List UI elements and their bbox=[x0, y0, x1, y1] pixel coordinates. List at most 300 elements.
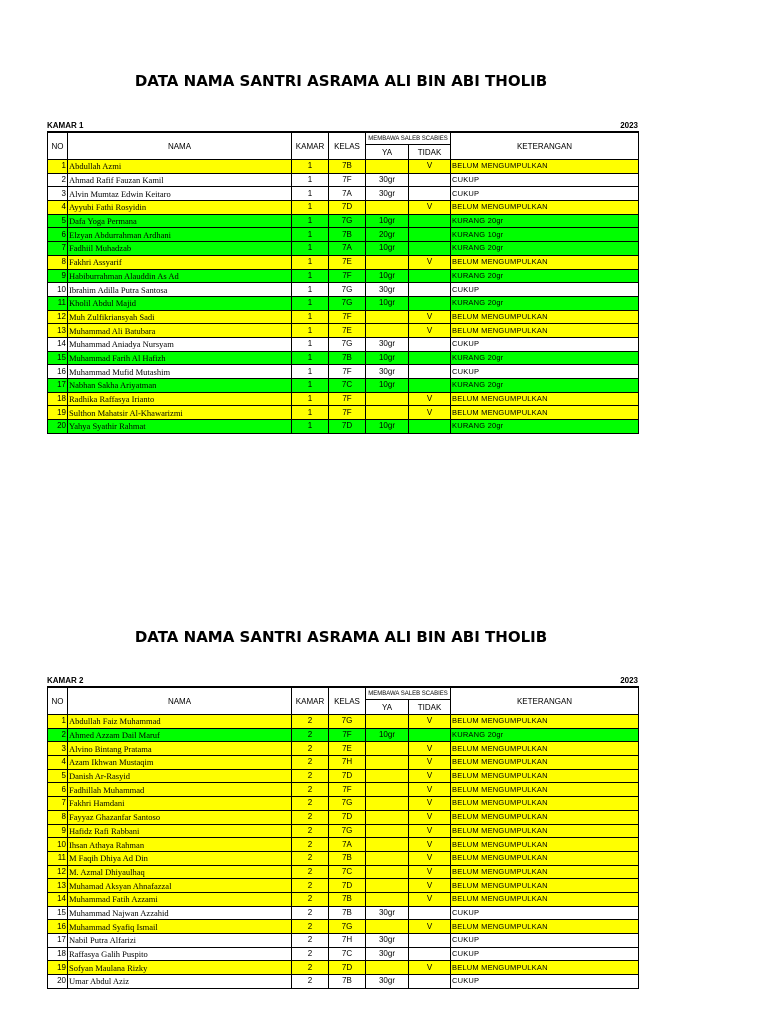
cell-keterangan: CUKUP bbox=[451, 365, 639, 379]
cell-kelas: 7D bbox=[329, 961, 366, 975]
cell-nama: Muhammad Ali Batubara bbox=[68, 324, 292, 338]
cell-kelas: 7G bbox=[329, 337, 366, 351]
cell-kelas: 7E bbox=[329, 742, 366, 756]
cell-kamar: 1 bbox=[292, 160, 329, 174]
cell-keterangan: CUKUP bbox=[451, 173, 639, 187]
header-keterangan: KETERANGAN bbox=[451, 132, 639, 160]
table-row bbox=[48, 379, 639, 393]
cell-kamar: 2 bbox=[292, 838, 329, 852]
cell-kamar: 2 bbox=[292, 715, 329, 729]
cell-tidak bbox=[409, 228, 451, 242]
cell-tidak: V bbox=[409, 756, 451, 770]
cell-kelas: 7B bbox=[329, 851, 366, 865]
table-row bbox=[48, 728, 639, 742]
cell-kelas: 7G bbox=[329, 920, 366, 934]
header-keterangan: KETERANGAN bbox=[451, 687, 639, 715]
cell-no: 2 bbox=[48, 728, 68, 742]
cell-no: 5 bbox=[48, 214, 68, 228]
cell-tidak: V bbox=[409, 406, 451, 420]
cell-no: 20 bbox=[48, 420, 68, 434]
cell-nama: Alvino Bintang Pratama bbox=[68, 742, 292, 756]
cell-kelas: 7A bbox=[329, 838, 366, 852]
table-row bbox=[48, 961, 639, 975]
cell-tidak: V bbox=[409, 742, 451, 756]
cell-ya bbox=[366, 742, 409, 756]
table-row bbox=[48, 810, 639, 824]
cell-keterangan: BELUM MENGUMPULKAN bbox=[451, 160, 639, 174]
cell-nama: Nabhan Sakha Ariyatman bbox=[68, 379, 292, 393]
cell-kamar: 1 bbox=[292, 269, 329, 283]
cell-ya: 10gr bbox=[366, 296, 409, 310]
cell-keterangan: BELUM MENGUMPULKAN bbox=[451, 783, 639, 797]
cell-tidak bbox=[409, 728, 451, 742]
cell-kelas: 7F bbox=[329, 269, 366, 283]
cell-tidak bbox=[409, 351, 451, 365]
cell-keterangan: BELUM MENGUMPULKAN bbox=[451, 865, 639, 879]
cell-ya: 10gr bbox=[366, 379, 409, 393]
cell-tidak bbox=[409, 337, 451, 351]
cell-nama: Muhammad Farih Al Hafizh bbox=[68, 351, 292, 365]
cell-keterangan: KURANG 10gr bbox=[451, 228, 639, 242]
cell-kamar: 1 bbox=[292, 324, 329, 338]
cell-tidak bbox=[409, 975, 451, 989]
cell-nama: Ayyubi Fathi Rosyidin bbox=[68, 201, 292, 215]
cell-kamar: 2 bbox=[292, 934, 329, 948]
cell-tidak bbox=[409, 296, 451, 310]
cell-nama: Sofyan Maulana Rizky bbox=[68, 961, 292, 975]
cell-kamar: 1 bbox=[292, 187, 329, 201]
cell-tidak bbox=[409, 214, 451, 228]
cell-no: 3 bbox=[48, 187, 68, 201]
cell-keterangan: KURANG 20gr bbox=[451, 728, 639, 742]
cell-nama: Muhammad Najwan Azzahid bbox=[68, 906, 292, 920]
cell-no: 5 bbox=[48, 769, 68, 783]
cell-no: 4 bbox=[48, 201, 68, 215]
cell-tidak: V bbox=[409, 892, 451, 906]
cell-keterangan: CUKUP bbox=[451, 283, 639, 297]
cell-ya bbox=[366, 824, 409, 838]
cell-kamar: 2 bbox=[292, 947, 329, 961]
cell-ya bbox=[366, 851, 409, 865]
cell-nama: Fadhiil Muhadzab bbox=[68, 242, 292, 256]
header-kelas: KELAS bbox=[329, 687, 366, 715]
cell-nama: Muhammad Syafiq Ismail bbox=[68, 920, 292, 934]
table-row bbox=[48, 242, 639, 256]
header-kamar: KAMAR bbox=[292, 132, 329, 160]
cell-kelas: 7B bbox=[329, 906, 366, 920]
cell-nama: Muhamad Aksyan Ahnafazzal bbox=[68, 879, 292, 893]
cell-ya bbox=[366, 201, 409, 215]
section-2 bbox=[47, 675, 638, 989]
table-row bbox=[48, 906, 639, 920]
table-row bbox=[48, 337, 639, 351]
cell-kamar: 1 bbox=[292, 365, 329, 379]
cell-no: 8 bbox=[48, 255, 68, 269]
cell-ya bbox=[366, 961, 409, 975]
cell-nama: Umar Abdul Aziz bbox=[68, 975, 292, 989]
cell-nama: Muhammad Aniadya Nursyam bbox=[68, 337, 292, 351]
cell-keterangan: BELUM MENGUMPULKAN bbox=[451, 769, 639, 783]
cell-keterangan: BELUM MENGUMPULKAN bbox=[451, 310, 639, 324]
cell-kamar: 1 bbox=[292, 296, 329, 310]
cell-tidak: V bbox=[409, 783, 451, 797]
header-ya: YA bbox=[366, 145, 409, 160]
cell-kelas: 7D bbox=[329, 420, 366, 434]
header-nama: NAMA bbox=[68, 132, 292, 160]
cell-kelas: 7D bbox=[329, 201, 366, 215]
table-row bbox=[48, 715, 639, 729]
table-row bbox=[48, 296, 639, 310]
table-row bbox=[48, 838, 639, 852]
cell-kelas: 7C bbox=[329, 379, 366, 393]
cell-tidak bbox=[409, 947, 451, 961]
cell-nama: Yahya Syathir Rahmat bbox=[68, 420, 292, 434]
table-row bbox=[48, 310, 639, 324]
cell-keterangan: CUKUP bbox=[451, 975, 639, 989]
cell-no: 19 bbox=[48, 961, 68, 975]
cell-tidak: V bbox=[409, 824, 451, 838]
cell-ya: 30gr bbox=[366, 283, 409, 297]
cell-keterangan: BELUM MENGUMPULKAN bbox=[451, 797, 639, 811]
table-row bbox=[48, 879, 639, 893]
cell-keterangan: CUKUP bbox=[451, 337, 639, 351]
cell-nama: Fakhri Hamdani bbox=[68, 797, 292, 811]
cell-tidak bbox=[409, 269, 451, 283]
table-row bbox=[48, 201, 639, 215]
cell-nama: Hafidz Rafi Rabbani bbox=[68, 824, 292, 838]
table-row bbox=[48, 420, 639, 434]
cell-no: 11 bbox=[48, 851, 68, 865]
cell-nama: Elzyan Abdurrahman Ardhani bbox=[68, 228, 292, 242]
cell-kamar: 2 bbox=[292, 756, 329, 770]
cell-no: 12 bbox=[48, 310, 68, 324]
table-row bbox=[48, 851, 639, 865]
table-row bbox=[48, 187, 639, 201]
cell-nama: Fadhillah Muhammad bbox=[68, 783, 292, 797]
cell-no: 2 bbox=[48, 173, 68, 187]
table-row bbox=[48, 392, 639, 406]
cell-keterangan: BELUM MENGUMPULKAN bbox=[451, 824, 639, 838]
cell-tidak bbox=[409, 420, 451, 434]
cell-keterangan: BELUM MENGUMPULKAN bbox=[451, 324, 639, 338]
cell-kamar: 2 bbox=[292, 810, 329, 824]
year-label: 2023 bbox=[620, 121, 638, 130]
table-row bbox=[48, 742, 639, 756]
cell-no: 15 bbox=[48, 906, 68, 920]
cell-ya: 30gr bbox=[366, 947, 409, 961]
table-row bbox=[48, 783, 639, 797]
cell-ya: 10gr bbox=[366, 351, 409, 365]
cell-kelas: 7D bbox=[329, 879, 366, 893]
cell-ya bbox=[366, 324, 409, 338]
cell-tidak: V bbox=[409, 255, 451, 269]
header-kelas: KELAS bbox=[329, 132, 366, 160]
cell-tidak bbox=[409, 906, 451, 920]
santri-table bbox=[47, 686, 639, 989]
header-no: NO bbox=[48, 687, 68, 715]
kamar-label: KAMAR 1 bbox=[47, 121, 84, 130]
cell-tidak: V bbox=[409, 201, 451, 215]
header-no: NO bbox=[48, 132, 68, 160]
table-row bbox=[48, 934, 639, 948]
cell-keterangan: BELUM MENGUMPULKAN bbox=[451, 756, 639, 770]
cell-ya bbox=[366, 310, 409, 324]
cell-kelas: 7F bbox=[329, 365, 366, 379]
cell-ya bbox=[366, 406, 409, 420]
table-row bbox=[48, 173, 639, 187]
table-row bbox=[48, 756, 639, 770]
cell-no: 10 bbox=[48, 838, 68, 852]
cell-ya: 30gr bbox=[366, 934, 409, 948]
cell-no: 20 bbox=[48, 975, 68, 989]
cell-keterangan: BELUM MENGUMPULKAN bbox=[451, 201, 639, 215]
cell-tidak: V bbox=[409, 797, 451, 811]
cell-no: 16 bbox=[48, 365, 68, 379]
cell-keterangan: BELUM MENGUMPULKAN bbox=[451, 255, 639, 269]
cell-no: 13 bbox=[48, 879, 68, 893]
cell-kamar: 2 bbox=[292, 797, 329, 811]
cell-keterangan: BELUM MENGUMPULKAN bbox=[451, 920, 639, 934]
cell-no: 8 bbox=[48, 810, 68, 824]
cell-kelas: 7E bbox=[329, 324, 366, 338]
cell-kamar: 2 bbox=[292, 824, 329, 838]
cell-ya: 10gr bbox=[366, 214, 409, 228]
cell-nama: M. Azmal Dhiyaulhaq bbox=[68, 865, 292, 879]
section-2-meta bbox=[47, 675, 638, 686]
header-tidak: TIDAK bbox=[409, 145, 451, 160]
cell-tidak bbox=[409, 187, 451, 201]
cell-tidak: V bbox=[409, 961, 451, 975]
cell-keterangan: BELUM MENGUMPULKAN bbox=[451, 879, 639, 893]
cell-no: 10 bbox=[48, 283, 68, 297]
cell-keterangan: BELUM MENGUMPULKAN bbox=[451, 838, 639, 852]
cell-kamar: 2 bbox=[292, 851, 329, 865]
table-row bbox=[48, 797, 639, 811]
cell-keterangan: KURANG 20gr bbox=[451, 420, 639, 434]
cell-ya bbox=[366, 865, 409, 879]
cell-kelas: 7D bbox=[329, 769, 366, 783]
cell-nama: M Faqih Dhiya Ad Din bbox=[68, 851, 292, 865]
table-row bbox=[48, 255, 639, 269]
table-row bbox=[48, 160, 639, 174]
cell-keterangan: BELUM MENGUMPULKAN bbox=[451, 810, 639, 824]
cell-ya bbox=[366, 769, 409, 783]
cell-ya: 30gr bbox=[366, 975, 409, 989]
cell-kelas: 7G bbox=[329, 797, 366, 811]
cell-no: 9 bbox=[48, 824, 68, 838]
cell-no: 17 bbox=[48, 379, 68, 393]
cell-ya bbox=[366, 879, 409, 893]
cell-tidak: V bbox=[409, 851, 451, 865]
cell-no: 6 bbox=[48, 228, 68, 242]
year-label: 2023 bbox=[620, 676, 638, 685]
cell-tidak: V bbox=[409, 879, 451, 893]
table-row bbox=[48, 283, 639, 297]
cell-no: 12 bbox=[48, 865, 68, 879]
cell-tidak: V bbox=[409, 715, 451, 729]
cell-keterangan: BELUM MENGUMPULKAN bbox=[451, 892, 639, 906]
cell-kelas: 7G bbox=[329, 824, 366, 838]
cell-no: 7 bbox=[48, 242, 68, 256]
cell-kamar: 2 bbox=[292, 892, 329, 906]
cell-nama: Fayyaz Ghazanfar Santoso bbox=[68, 810, 292, 824]
cell-tidak: V bbox=[409, 920, 451, 934]
cell-nama: Sulthon Mahatsir Al-Khawarizmi bbox=[68, 406, 292, 420]
cell-tidak: V bbox=[409, 392, 451, 406]
cell-nama: Raffasya Galih Puspito bbox=[68, 947, 292, 961]
cell-no: 18 bbox=[48, 392, 68, 406]
cell-tidak: V bbox=[409, 838, 451, 852]
cell-ya bbox=[366, 797, 409, 811]
cell-keterangan: KURANG 20gr bbox=[451, 242, 639, 256]
table-row bbox=[48, 324, 639, 338]
cell-tidak: V bbox=[409, 865, 451, 879]
cell-keterangan: CUKUP bbox=[451, 934, 639, 948]
cell-nama: Ibrahim Adilla Putra Santosa bbox=[68, 283, 292, 297]
cell-ya: 30gr bbox=[366, 173, 409, 187]
cell-no: 17 bbox=[48, 934, 68, 948]
cell-nama: Radhika Raffasya Irianto bbox=[68, 392, 292, 406]
cell-keterangan: BELUM MENGUMPULKAN bbox=[451, 715, 639, 729]
cell-nama: Habiburrahman Alauddin As Ad bbox=[68, 269, 292, 283]
cell-kamar: 1 bbox=[292, 214, 329, 228]
cell-kelas: 7B bbox=[329, 228, 366, 242]
cell-nama: Muhammad Fatih Azzami bbox=[68, 892, 292, 906]
cell-kelas: 7F bbox=[329, 310, 366, 324]
table-row bbox=[48, 892, 639, 906]
cell-nama: Abdullah Azmi bbox=[68, 160, 292, 174]
cell-ya bbox=[366, 810, 409, 824]
cell-kelas: 7G bbox=[329, 296, 366, 310]
cell-kamar: 1 bbox=[292, 201, 329, 215]
table-body bbox=[48, 715, 639, 989]
cell-kamar: 2 bbox=[292, 742, 329, 756]
cell-kamar: 1 bbox=[292, 310, 329, 324]
cell-ya bbox=[366, 255, 409, 269]
cell-no: 14 bbox=[48, 892, 68, 906]
cell-kelas: 7A bbox=[329, 187, 366, 201]
section-2-title: DATA NAMA SANTRI ASRAMA ALI BIN ABI THOLIB bbox=[134, 628, 548, 646]
cell-no: 1 bbox=[48, 160, 68, 174]
cell-kamar: 2 bbox=[292, 783, 329, 797]
cell-no: 15 bbox=[48, 351, 68, 365]
cell-ya: 30gr bbox=[366, 337, 409, 351]
header-kamar: KAMAR bbox=[292, 687, 329, 715]
cell-nama: Ahmed Azzam Dail Maruf bbox=[68, 728, 292, 742]
header-tidak: TIDAK bbox=[409, 700, 451, 715]
cell-nama: Abdullah Faiz Muhammad bbox=[68, 715, 292, 729]
cell-kamar: 1 bbox=[292, 379, 329, 393]
cell-ya: 30gr bbox=[366, 365, 409, 379]
cell-ya: 10gr bbox=[366, 242, 409, 256]
cell-kelas: 7F bbox=[329, 173, 366, 187]
table-row bbox=[48, 769, 639, 783]
cell-kelas: 7H bbox=[329, 756, 366, 770]
header-membawa: MEMBAWA SALEB SCABIES bbox=[366, 132, 451, 145]
kamar-label: KAMAR 2 bbox=[47, 676, 84, 685]
table-row bbox=[48, 351, 639, 365]
cell-nama: Nabil Putra Alfarizi bbox=[68, 934, 292, 948]
cell-kelas: 7D bbox=[329, 810, 366, 824]
cell-keterangan: BELUM MENGUMPULKAN bbox=[451, 961, 639, 975]
cell-ya bbox=[366, 838, 409, 852]
cell-tidak: V bbox=[409, 324, 451, 338]
cell-kelas: 7C bbox=[329, 947, 366, 961]
cell-kamar: 1 bbox=[292, 392, 329, 406]
cell-keterangan: BELUM MENGUMPULKAN bbox=[451, 742, 639, 756]
cell-kelas: 7B bbox=[329, 160, 366, 174]
cell-tidak bbox=[409, 379, 451, 393]
header-nama: NAMA bbox=[68, 687, 292, 715]
cell-kelas: 7C bbox=[329, 865, 366, 879]
cell-ya bbox=[366, 920, 409, 934]
table-row bbox=[48, 365, 639, 379]
cell-kamar: 1 bbox=[292, 228, 329, 242]
cell-ya bbox=[366, 392, 409, 406]
table-row bbox=[48, 824, 639, 838]
cell-nama: Ahmad Rafif Fauzan Kamil bbox=[68, 173, 292, 187]
cell-kelas: 7F bbox=[329, 783, 366, 797]
cell-tidak: V bbox=[409, 310, 451, 324]
cell-ya: 20gr bbox=[366, 228, 409, 242]
table-row bbox=[48, 228, 639, 242]
cell-nama: Danish Ar-Rasyid bbox=[68, 769, 292, 783]
cell-keterangan: KURANG 20gr bbox=[451, 269, 639, 283]
cell-kamar: 1 bbox=[292, 337, 329, 351]
cell-kelas: 7A bbox=[329, 242, 366, 256]
table-row bbox=[48, 947, 639, 961]
cell-kelas: 7B bbox=[329, 351, 366, 365]
cell-tidak bbox=[409, 934, 451, 948]
cell-kamar: 1 bbox=[292, 420, 329, 434]
cell-tidak bbox=[409, 283, 451, 297]
cell-no: 16 bbox=[48, 920, 68, 934]
section-1-meta bbox=[47, 120, 638, 131]
cell-keterangan: CUKUP bbox=[451, 187, 639, 201]
cell-keterangan: BELUM MENGUMPULKAN bbox=[451, 392, 639, 406]
cell-keterangan: KURANG 20gr bbox=[451, 214, 639, 228]
cell-kamar: 1 bbox=[292, 242, 329, 256]
cell-kamar: 1 bbox=[292, 351, 329, 365]
cell-kelas: 7F bbox=[329, 728, 366, 742]
cell-keterangan: CUKUP bbox=[451, 906, 639, 920]
cell-keterangan: CUKUP bbox=[451, 947, 639, 961]
table-row bbox=[48, 269, 639, 283]
table-row bbox=[48, 214, 639, 228]
cell-ya: 10gr bbox=[366, 269, 409, 283]
cell-kelas: 7G bbox=[329, 214, 366, 228]
cell-kamar: 1 bbox=[292, 406, 329, 420]
table-row bbox=[48, 920, 639, 934]
cell-keterangan: KURANG 20gr bbox=[451, 379, 639, 393]
santri-table bbox=[47, 131, 639, 434]
cell-no: 1 bbox=[48, 715, 68, 729]
cell-nama: Muh Zulfikriansyah Sadi bbox=[68, 310, 292, 324]
header-membawa: MEMBAWA SALEB SCABIES bbox=[366, 687, 451, 700]
cell-keterangan: BELUM MENGUMPULKAN bbox=[451, 406, 639, 420]
cell-kelas: 7E bbox=[329, 255, 366, 269]
cell-tidak: V bbox=[409, 160, 451, 174]
cell-nama: Azam Ikhwan Mustaqim bbox=[68, 756, 292, 770]
cell-keterangan: BELUM MENGUMPULKAN bbox=[451, 851, 639, 865]
cell-kamar: 2 bbox=[292, 906, 329, 920]
cell-no: 6 bbox=[48, 783, 68, 797]
cell-no: 18 bbox=[48, 947, 68, 961]
cell-kamar: 2 bbox=[292, 769, 329, 783]
cell-kelas: 7H bbox=[329, 934, 366, 948]
cell-kamar: 1 bbox=[292, 283, 329, 297]
cell-kamar: 1 bbox=[292, 255, 329, 269]
